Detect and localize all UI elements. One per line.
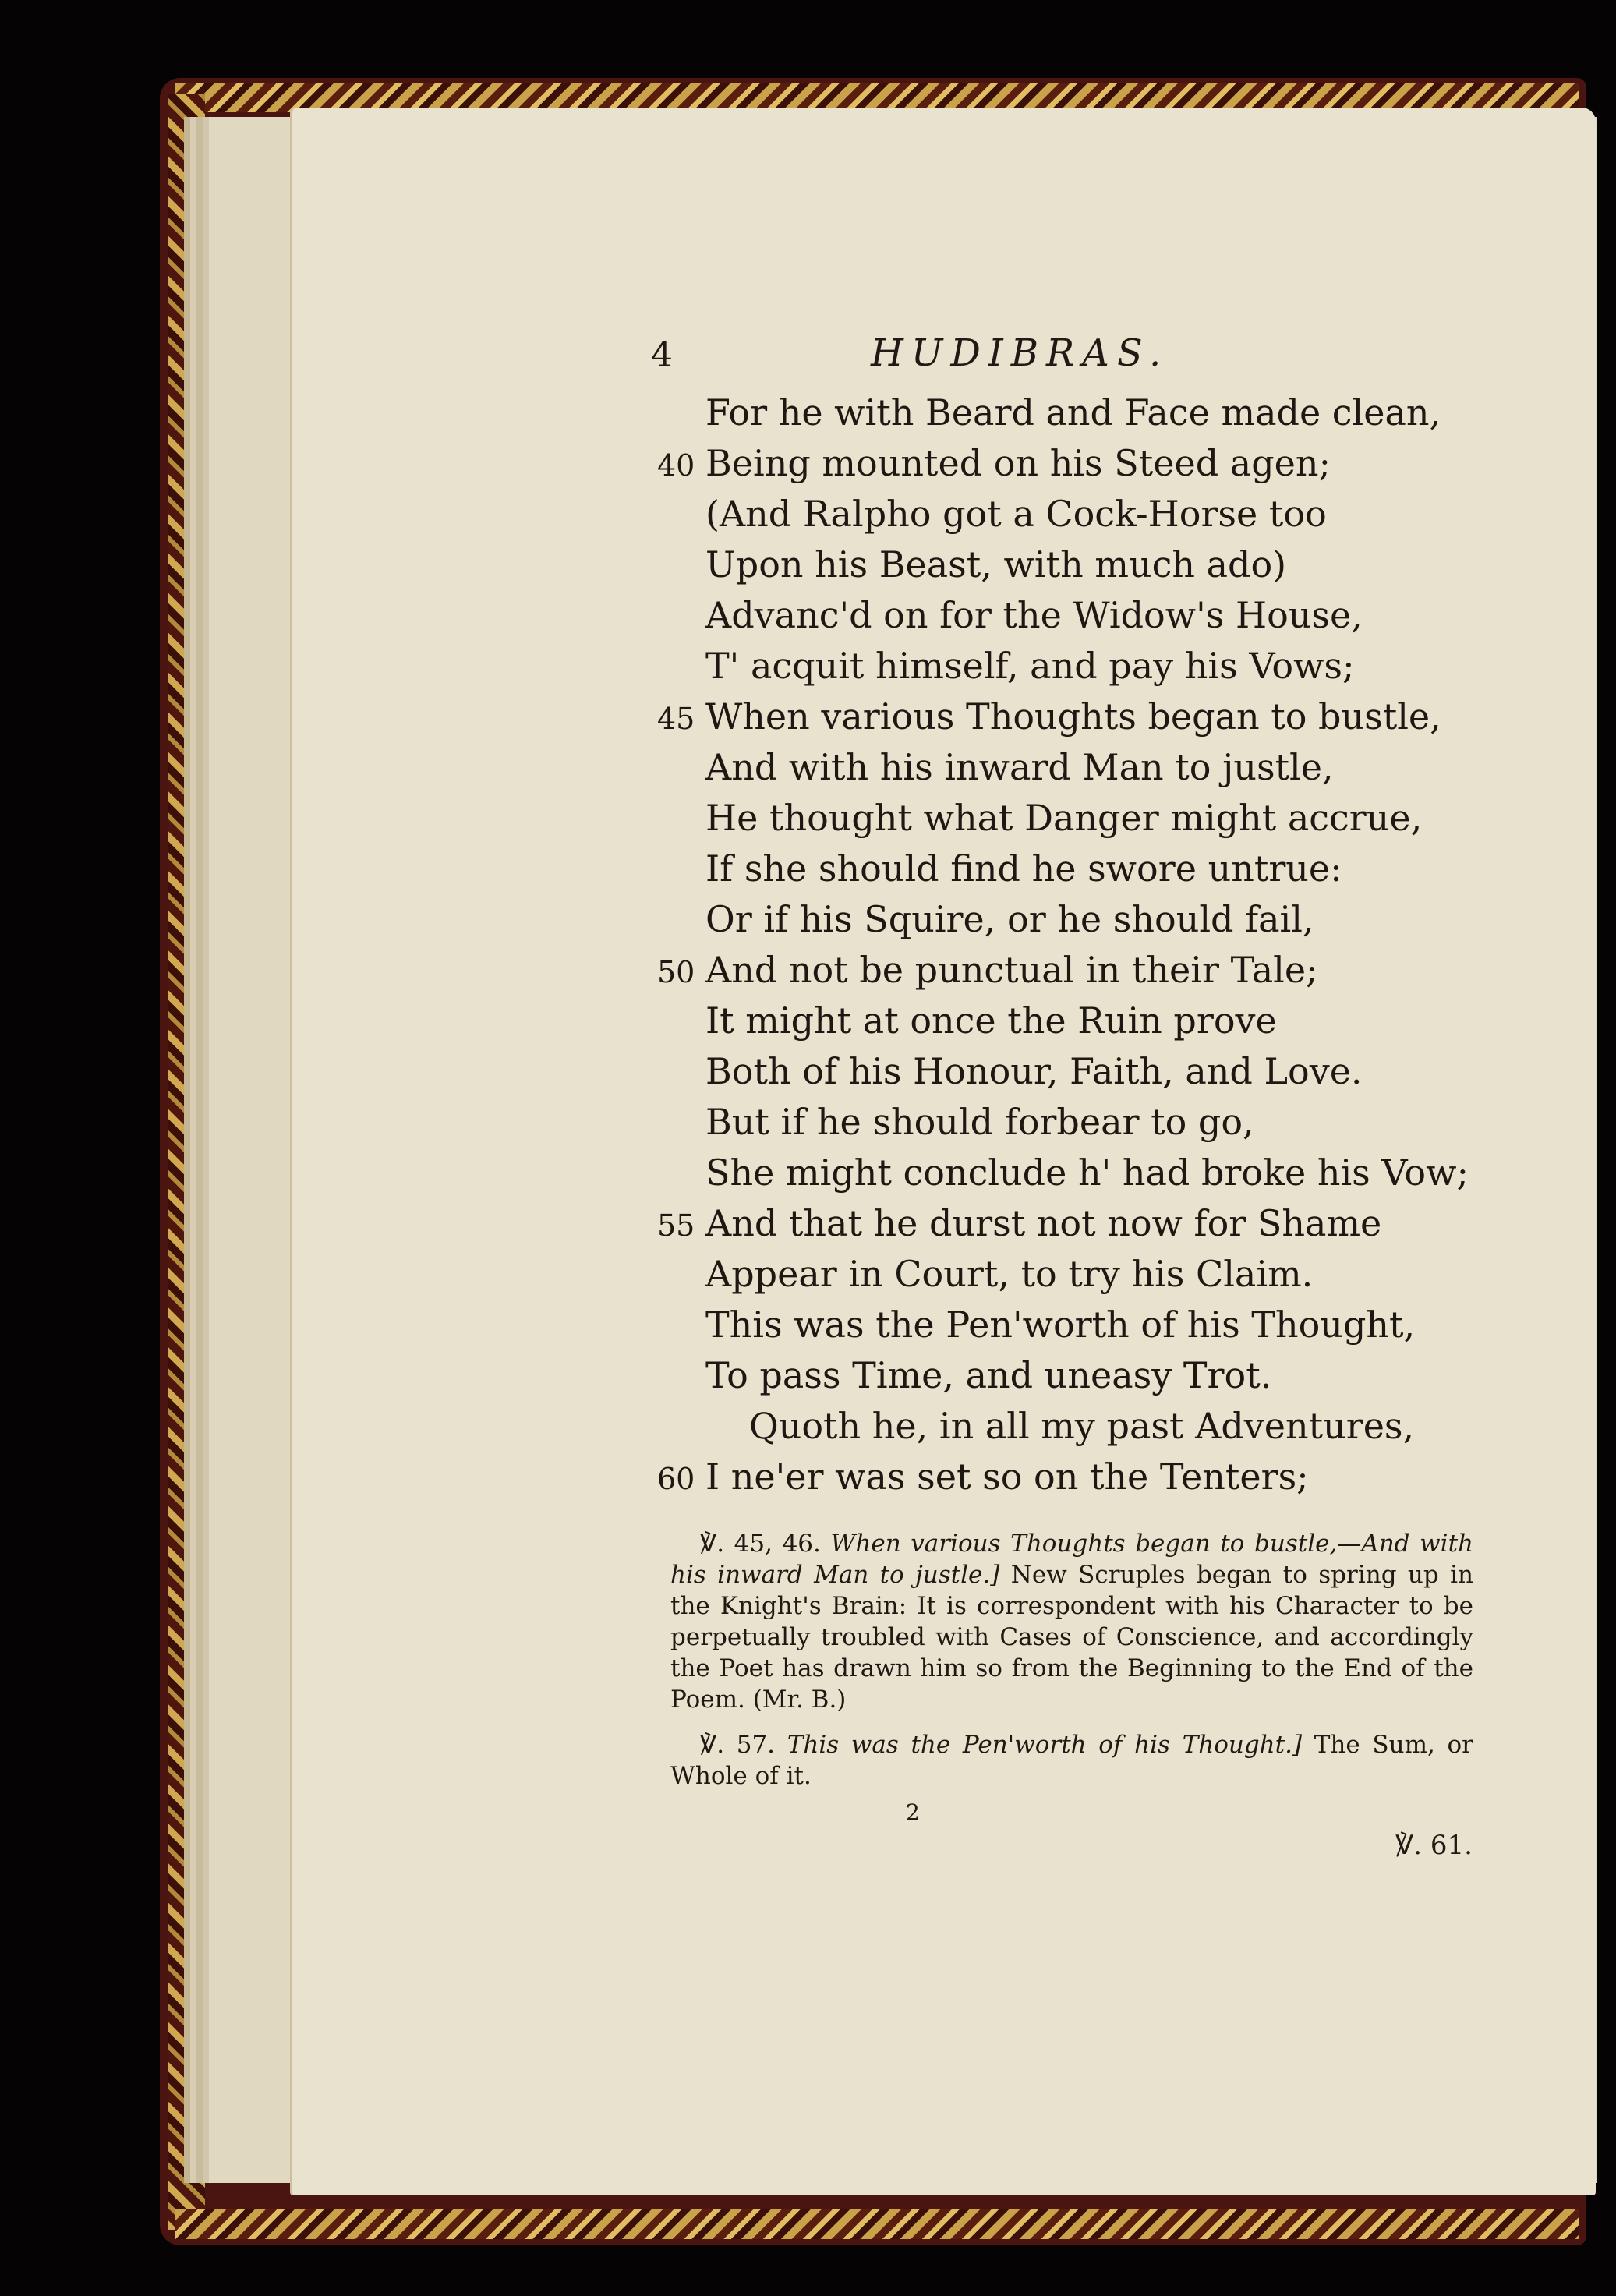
footnote-ref: ℣. 57.	[700, 1731, 776, 1759]
verse-text: And not be punctual in their Tale;	[705, 949, 1318, 991]
verse-line	[657, 793, 1437, 844]
gilt-border-spine	[168, 94, 205, 2230]
verse-line	[657, 1300, 1437, 1351]
verse-line	[657, 590, 1437, 642]
verse-text: Being mounted on his Steed agen;	[705, 442, 1331, 484]
line-number: 50	[657, 955, 695, 989]
footnote	[670, 1528, 1473, 1715]
verse-line	[657, 1148, 1469, 1199]
line-number: 45	[657, 702, 695, 736]
verse-line	[657, 996, 1437, 1047]
footnote-quote: When various Thoughts began to bustle,—And with his inward Man to justle.]	[670, 1530, 1474, 1589]
page-number: 4	[651, 335, 673, 375]
line-number: 55	[657, 1208, 695, 1243]
verse-text: This was the Pen'worth of his Thought,	[705, 1304, 1416, 1346]
verse-line	[657, 1401, 1437, 1452]
verse-text: If she should find he swore untrue:	[705, 847, 1342, 890]
verse-text: Both of his Honour, Faith, and Love.	[705, 1050, 1363, 1092]
footnote	[670, 1729, 1473, 1792]
verse-text: Quoth he, in all my past Adventures,	[749, 1405, 1415, 1447]
verse-line	[657, 894, 1437, 946]
line-number: 60	[657, 1462, 695, 1496]
gilt-border-bottom	[175, 2209, 1579, 2239]
verse-text: Or if his Squire, or he should fail,	[705, 898, 1314, 940]
verse-text: He thought what Danger might accrue,	[705, 797, 1423, 839]
line-number: 40	[657, 448, 695, 483]
verse-text: Upon his Beast, with much ado)	[705, 543, 1287, 585]
footnote-ref: ℣. 45, 46.	[700, 1530, 821, 1558]
verse-line	[657, 438, 1437, 490]
verse-line	[657, 1350, 1437, 1402]
verse-text: T' acquit himself, and pay his Vows;	[705, 645, 1355, 687]
catchword: ℣. 61.	[1395, 1830, 1473, 1861]
verse-text: She might conclude h' had broke his Vow;	[705, 1152, 1469, 1194]
verse-text: When various Thoughts began to bustle,	[705, 695, 1441, 738]
verse-text: But if he should forbear to go,	[705, 1101, 1254, 1143]
verse-text: And that he durst not now for Shame	[705, 1202, 1382, 1244]
verse-line	[657, 540, 1437, 591]
verse-line	[657, 844, 1437, 895]
verse-line	[657, 1249, 1437, 1300]
verse-line	[657, 1046, 1437, 1098]
footnotes	[670, 1528, 1473, 1806]
running-title: HUDIBRAS.	[871, 331, 1169, 375]
verse-line	[657, 692, 1441, 743]
verse-text: And with his inward Man to justle,	[705, 746, 1334, 788]
footnote-text: The Sum, or Whole of it.	[670, 1731, 1473, 1790]
signature-mark: 2	[906, 1799, 920, 1825]
verse-line	[657, 1452, 1437, 1503]
verse-text: Appear in Court, to try his Claim.	[705, 1253, 1314, 1295]
verse-line	[657, 489, 1437, 540]
verse-text: It might at once the Ruin prove	[705, 999, 1277, 1042]
verse-line	[657, 641, 1437, 692]
verse-line	[657, 387, 1441, 439]
verse-line	[657, 1097, 1437, 1148]
verse-line	[657, 1198, 1437, 1250]
verse-text: To pass Time, and uneasy Trot.	[705, 1354, 1272, 1396]
verse-text: For he with Beard and Face made clean,	[705, 391, 1441, 433]
footnote-text: New Scruples began to spring up in the Knight's Brain: It is correspondent with his Character to be perpetually troubled with Cases of Conscience, and accordingly the Poet has drawn him so from the Beginning to the End of the Poem. (Mr. B.)	[670, 1561, 1474, 1714]
verse-text: Advanc'd on for the Widow's House,	[705, 594, 1363, 636]
verse-text: (And Ralpho got a Cock-Horse too	[705, 493, 1327, 535]
verse-text: I ne'er was set so on the Tenters;	[705, 1456, 1309, 1498]
verse-line	[657, 742, 1437, 794]
page-header	[651, 331, 1275, 386]
verse-line	[657, 945, 1437, 996]
footnote-quote: This was the Pen'worth of his Thought.]	[787, 1731, 1303, 1759]
